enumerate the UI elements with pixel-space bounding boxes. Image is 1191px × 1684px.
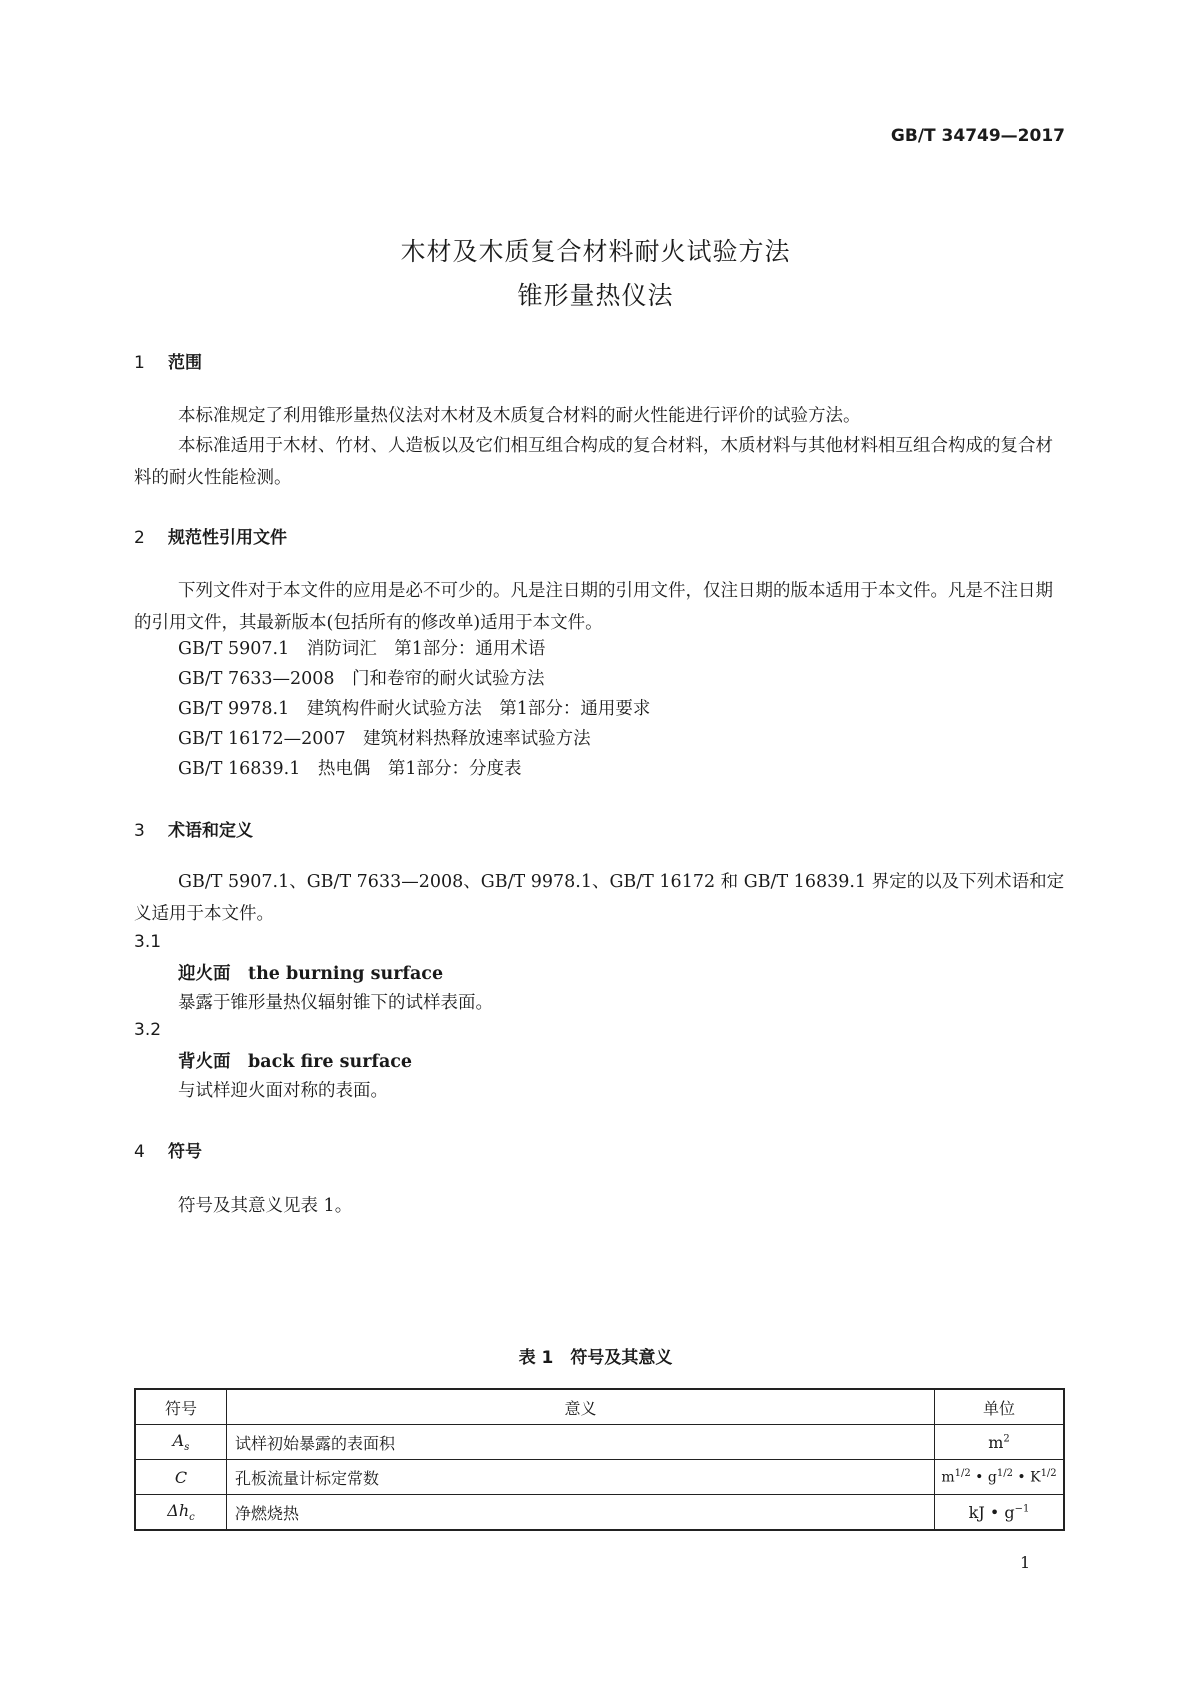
symbols-table [134,1388,1065,1531]
section-number: 4 [134,1142,145,1162]
unit-cell: $m^2$ [935,1425,1065,1460]
meaning-cell: 孔板流量计标定常数 [227,1460,935,1495]
normative-reference: GB/T 16839.1 热电偶 第1部分：分度表 [178,759,522,779]
section-3-heading [134,816,253,841]
table-header-cell: 符号 [135,1389,227,1425]
section-1-paragraph-1: 本标准规定了利用锥形量热仪法对木材及木质复合材料的耐火性能进行评价的试验方法。 [178,406,861,426]
term-name: 迎火面 the burning surface [178,964,444,984]
section-number: 2 [134,528,145,548]
term-number: 3.2 [134,1020,162,1040]
meaning-cell: 净燃烧热 [227,1495,935,1531]
section-number: 3 [134,821,145,841]
table-header-row [135,1389,1064,1425]
table-row [135,1425,1064,1460]
section-number: 1 [134,353,145,373]
section-4-paragraph-1: 符号及其意义见表 1。 [178,1196,353,1216]
term-definition: 与试样迎火面对称的表面。 [178,1081,388,1101]
table-row [135,1495,1064,1531]
section-3-paragraph-1: GB/T 5907.1、GB/T 7633—2008、GB/T 9978.1、GB/T 16172 和 GB/T 16839.1 界定的以及下列术语和定义适用于本文件。 [134,872,1065,924]
normative-reference: GB/T 16172—2007 建筑材料热释放速率试验方法 [178,729,591,749]
symbol-cell: $\Delta h_c$ [135,1495,227,1531]
document-title-line1: 木材及木质复合材料耐火试验方法 [400,237,791,266]
standard-code: GB/T 34749—2017 [890,126,1065,146]
section-1-paragraph-2: 本标准适用于木材、竹材、人造板以及它们相互组合构成的复合材料，木质材料与其他材料相互组合构成的复合材料的耐火性能检测。 [134,436,1053,488]
document-title-line2: 锥形量热仪法 [517,281,674,310]
table-title: 表 1 符号及其意义 [518,1348,673,1368]
table-header-cell: 意义 [227,1389,935,1425]
section-1-heading [134,348,202,373]
unit-cell: kJ • $g^{-1}$ [935,1495,1065,1531]
symbol-cell: $A_s$ [135,1425,227,1460]
normative-reference: GB/T 7633—2008 门和卷帘的耐火试验方法 [178,669,545,689]
normative-reference: GB/T 9978.1 建筑构件耐火试验方法 第1部分：通用要求 [178,699,651,719]
term-definition: 暴露于锥形量热仪辐射锥下的试样表面。 [178,993,493,1013]
section-4-heading [134,1137,202,1162]
page-number: 1 [1020,1553,1031,1572]
term-number: 3.1 [134,932,162,952]
term-name: 背火面 back fire surface [178,1052,413,1072]
section-title: 规范性引用文件 [168,528,287,548]
normative-reference: GB/T 5907.1 消防词汇 第1部分：通用术语 [178,639,546,659]
table-row [135,1460,1064,1495]
meaning-cell: 试样初始暴露的表面积 [227,1425,935,1460]
unit-cell: $m^{1/2}$ • $g^{1/2}$ • $K^{1/2}$ [935,1460,1065,1495]
symbol-cell: C [135,1460,227,1495]
section-title: 术语和定义 [168,821,253,841]
section-title: 符号 [168,1142,202,1162]
table-header-cell: 单位 [935,1389,1065,1425]
section-2-paragraph-1: 下列文件对于本文件的应用是必不可少的。凡是注日期的引用文件，仅注日期的版本适用于本文件。凡是不注日期的引用文件，其最新版本(包括所有的修改单)适用于本文件。 [134,581,1053,633]
section-title: 范围 [168,353,202,373]
section-2-heading [134,523,287,548]
